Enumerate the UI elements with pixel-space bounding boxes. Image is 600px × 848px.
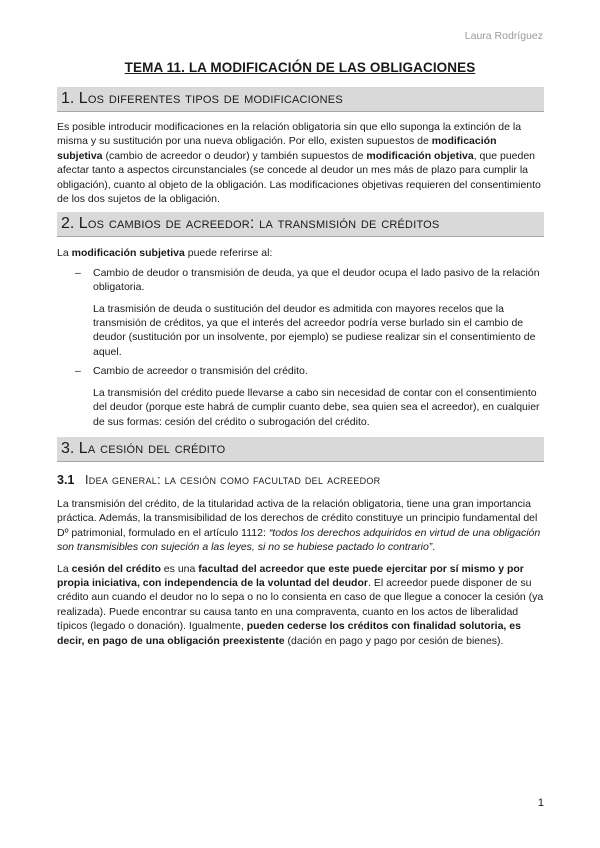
section-2-heading: [57, 212, 544, 237]
section-2-list: [57, 364, 544, 378]
subsection-paragraph: [57, 562, 544, 648]
list-item-detail: La transmisión del crédito puede llevarse a cabo sin necesidad de contar con el consentimiento del deudor (porque este habrá de cumplir cuanto debe, sea quien sea el acreedor), en cualquier de sus formas: cesión del crédito o subrogación del crédito.: [93, 386, 540, 428]
bold-term: facultad del acreedor que este puede ejercitar por sí mismo y por propia iniciativa, con independencia de la voluntad del deudor: [57, 562, 524, 589]
document-title: TEMA 11. LA MODIFICACIÓN DE LAS OBLIGACIONES: [124, 60, 476, 75]
bold-term: pueden cederse los créditos con finalidad solutoria, es decir, en pago de una obligación preexistente: [57, 620, 521, 647]
list-item-text: Cambio de deudor o transmisión de deuda, ya que el deudor ocupa el lado pasivo de la relación obligatoria.: [93, 266, 540, 294]
subsection-3-1-heading: [57, 471, 544, 489]
text-run: (cambio de acreedor o deudor) y también supuestos de: [102, 149, 367, 162]
text-run: La transmisión del crédito, de la titularidad activa de la relación obligatoria, tiene una gran importancia práctica. Además, la transmisibilidad de los derechos de crédito constituye un principio fundamental del Dº patrimonial, formulado en el artículo 1112:: [57, 497, 538, 539]
quoted-article: “todos los derechos adquiridos en virtud de una obligación son transmisibles con sujeción a las leyes, si no se hubiese pactado lo contrario”: [57, 526, 541, 554]
dash-bullet: –: [75, 365, 81, 378]
text-run: puede referirse al:: [184, 247, 273, 260]
bold-term: modificación subjetiva: [57, 135, 497, 162]
bold-term: modificación objetiva: [366, 149, 474, 162]
text-run: . El acreedor puede disponer de su crédito aun cuando el deudor no lo sepa o no lo consienta en caso de que llegue a conocer la cesión (ya realizada). Puede encontrar su causa tanto en una compraventa, cuanto en los actos de liberalidad típicos (legado o donación). Igualmente,: [57, 576, 544, 633]
page-number: 1: [537, 797, 544, 809]
bold-term: cesión del crédito: [71, 562, 161, 575]
dash-bullet: –: [75, 266, 81, 279]
subsection-paragraph: [57, 497, 544, 555]
list-item: [57, 364, 544, 378]
text-run: es una: [160, 562, 199, 575]
section-3-number: 3.: [61, 439, 75, 457]
text-run: .: [432, 541, 436, 554]
section-1-paragraph: [57, 120, 544, 206]
list-item-detail: La trasmisión de deuda o sustitución del deudor es admitida con mayores recelos que la transmisión de créditos, ya que el interés del acreedor podría verse burlado sin el cambio de deudor (sustitución por un insolvente, por ejemplo) se pudiese realizar sin el consentimiento de aquel.: [93, 302, 536, 358]
text-run: Es posible introducir modificaciones en la relación obligatoria sin que ello suponga la extinción de la misma y su sustitución por una nueva obligación. Por ello, existen supuestos de: [57, 121, 522, 148]
text-run: (dación en pago y pago por cesión de bienes).: [284, 634, 504, 647]
section-1-title: Los diferentes tipos de modificaciones: [78, 90, 343, 107]
subsection-number: 3.1: [57, 472, 75, 487]
text-run: La: [57, 562, 72, 575]
section-1-heading: [57, 87, 544, 112]
subsection-title: Idea general: la cesión como facultad del acreedor: [85, 472, 381, 487]
header-author: Laura Rodríguez: [464, 30, 543, 42]
text-run: La: [57, 247, 72, 260]
section-2-title: Los cambios de acreedor: la transmisión de créditos: [78, 215, 440, 233]
section-1-number: 1.: [61, 90, 75, 107]
document-content: [57, 87, 544, 648]
section-3-heading: [57, 437, 544, 462]
section-2-number: 2.: [61, 215, 75, 233]
list-item-text: Cambio de acreedor o transmisión del crédito.: [93, 365, 308, 378]
text-run: , que pueden afectar tanto a aspectos circunstanciales (se concede al deudor un mes más de plazo para cumplir la obligación), cuanto al objeto de la obligación. Las modificaciones objetivas requieren del consentimiento de los dos sujetos de la obligación.: [57, 149, 541, 206]
section-2-intro: [57, 246, 544, 260]
list-item: [57, 266, 544, 295]
section-2-list: [57, 266, 544, 295]
bold-term: modificación subjetiva: [71, 247, 185, 260]
section-3-title: La cesión del crédito: [78, 439, 226, 457]
